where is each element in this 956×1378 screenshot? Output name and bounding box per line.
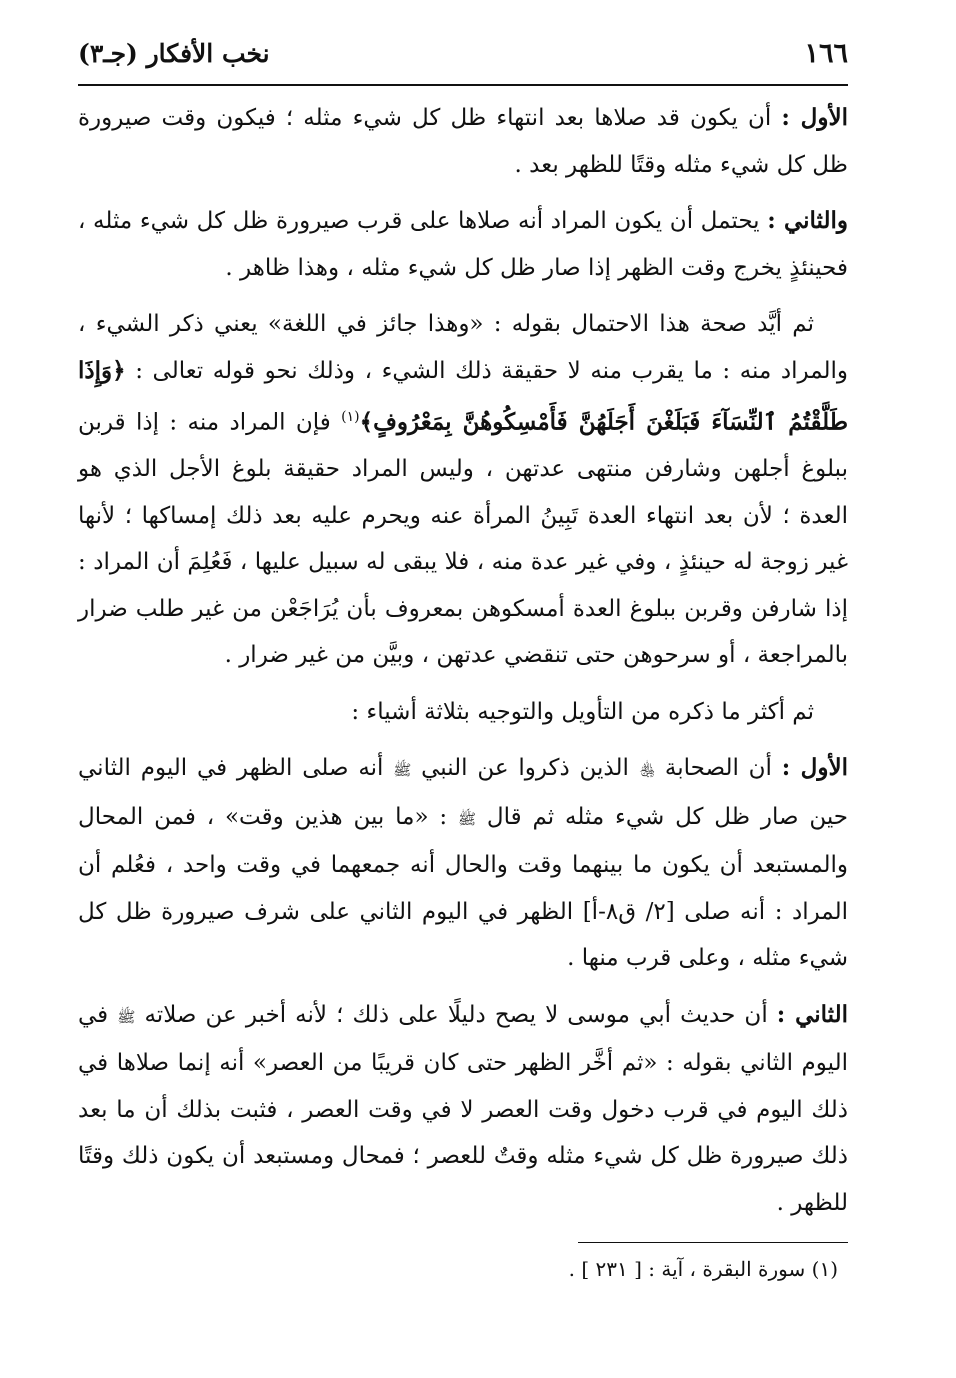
paragraph-point-two [78, 992, 848, 1227]
paragraph-text: يحتمل أن يكون المراد أنه صلاها على قرب صيرورة ظل كل شيء مثله ، فحينئذٍ يخرج وقت الظهر إذا صار ظل كل شيء مثله ، وهذا ظاهر . [78, 208, 848, 281]
paragraph-text: : «ما بين هذين وقت» ، فمن المحال والمستبعد أن يكون ما بينهما وقت والحال أنه جمعهما في وقت واحد ، فعُلم أن المراد : أنه صلى [٢/ ق٨-أ] الظهر في اليوم الثاني على شرف صيرورة ظل كل شيء مثله ، وعلى قرب منها . [78, 803, 849, 972]
paragraph-text: أن حديث أبي موسى لا يصح دليلًا على ذلك ؛ لأنه أخبر عن صلاته [135, 1001, 777, 1028]
honorific-glyph: ﷺ [457, 809, 477, 828]
body-text [78, 95, 848, 1236]
book-title: نخب الأفكار (جـ٣) [78, 38, 270, 68]
honorific-glyph: ﷺ [117, 1007, 136, 1026]
footnote-divider [578, 1242, 848, 1243]
paragraph-lead: الثاني : [776, 1000, 848, 1028]
paragraph-lead: والثاني : [767, 207, 848, 234]
paragraph-text: الذين ذكروا عن النبي [411, 755, 639, 782]
footnote: (١) سورة البقرة ، آية : [ ٢٣١ ] . [568, 1257, 838, 1281]
paragraph-lead: الأول : [781, 754, 848, 782]
paragraph-text: أن يكون قد صلاها بعد انتهاء ظل كل شيء مثله ؛ فيكون وقت صيرورة ظل كل شيء مثله وقتًا للظهر بعد . [78, 105, 848, 178]
header-divider [78, 84, 848, 86]
paragraph-text: في اليوم الثاني بقوله : «ثم أخَّر الظهر حتى كان قريبًا من العصر» أنه إنما صلاها في ذلك اليوم في قرب دخول وقت العصر لا في وقت العصر ، فثبت بذلك أن ما بعد ذلك صيرورة ظل كل شيء مثله وقتٌ للعصر ؛ فمحال ومستبعد أن يكون ذلك وقتًا للظهر . [78, 1001, 848, 1216]
paragraph-text: ثم أكثر ما ذكره من التأويل والتوجيه بثلاثة أشياء : [351, 698, 814, 725]
paragraph-lead: الأول : [781, 104, 848, 131]
honorific-glyph: ﵃ [638, 761, 656, 780]
paragraph-text: أن الصحابة [655, 755, 782, 782]
paragraph-three-points-intro [78, 689, 848, 736]
paragraph-linguistic-support [78, 301, 848, 679]
paragraph-text: أنه صلى الظهر في اليوم الثاني حين صار ظل كل شيء مثله ثم قال [78, 755, 848, 830]
page-header [78, 30, 848, 76]
paragraph-point-one [78, 745, 848, 982]
honorific-glyph: ﷺ [393, 761, 412, 780]
paragraph-second-interpretation [78, 198, 848, 291]
paragraph-text: ثم أيَّد صحة هذا الاحتمال بقوله : «وهذا جائز في اللغة» يعني ذكر الشيء ، والمراد منه : ما يقرب منه لا حقيقة ذلك الشيء ، وذلك نحو قوله تعالى : [78, 311, 848, 384]
footnote-marker: (١) [341, 409, 360, 425]
quran-verse: ﴿وَإِذَا طَلَّقْتُمُ ٱلنِّسَآءَ فَبَلَغْنَ أَجَلَهُنَّ فَأَمْسِكُوهُنَّ بِمَعْرُوفٍ﴾ [78, 356, 849, 436]
page-number: ١٦٦ [804, 37, 848, 69]
paragraph-text: فإن المراد منه : إذا قربن ببلوغ أجلهن وشارفن منتهى عدتهن ، وليس المراد حقيقة بلوغ الأجل الذي هو العدة ؛ لأن بعد انتهاء العدة تَبِينُ المرأة عنه ويحرم عليه بعد ذلك إمساكها ؛ لأنها غير زوجة له حينئذٍ ، وفي غير عدة منه ، فلا يبقى له سبيل عليها ، فَعُلِمَ أن المراد : إذا شارفن وقربن ببلوغ العدة أمسكوهن بمعروف بأن يُرَاجَعْن من غير طلب ضرار بالمراجعة ، أو سرحوهن حتى تنقضي عدتهن ، وبيَّن من غير ضرار . [78, 409, 848, 669]
paragraph-first-interpretation [78, 95, 848, 188]
